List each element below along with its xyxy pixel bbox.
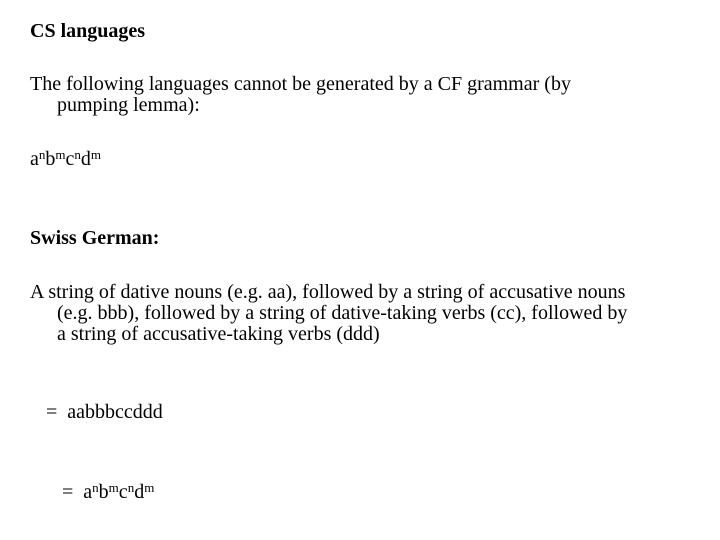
equals-sign: = bbox=[62, 481, 74, 503]
formula-base-a: a bbox=[83, 481, 93, 503]
formula-base-a: a bbox=[30, 148, 39, 170]
swiss-text-line-2: (e.g. bbb), followed by a string of dative-taking verbs (cc), followed by bbox=[57, 302, 628, 324]
formula-base-c: c bbox=[118, 481, 128, 503]
slide-title: CS languages bbox=[30, 20, 146, 42]
example-equation bbox=[46, 401, 163, 423]
formula-exponent-m: m bbox=[144, 480, 155, 496]
general-equation bbox=[62, 481, 154, 503]
formula-base-d: d bbox=[80, 148, 91, 170]
formula-base-b: b bbox=[98, 481, 109, 503]
intro-text-line-1: The following languages cannot be generated by a CF grammar (by bbox=[30, 73, 571, 95]
formula-exponent-m: m bbox=[90, 147, 102, 163]
language-formula bbox=[30, 148, 101, 170]
formula-exponent-m: m bbox=[55, 147, 66, 163]
formula-base-b: b bbox=[45, 148, 56, 170]
example-string: aabbbccddd bbox=[67, 401, 163, 423]
swiss-text-line-1: A string of dative nouns (e.g. aa), followed by a string of accusative nouns bbox=[30, 281, 626, 303]
formula-exponent-m: m bbox=[108, 480, 119, 496]
equals-sign: = bbox=[46, 401, 58, 423]
formula-exponent-n: n bbox=[127, 480, 135, 496]
formula-base-d: d bbox=[134, 481, 145, 503]
formula-base-c: c bbox=[65, 148, 75, 170]
intro-text-line-2: pumping lemma): bbox=[57, 94, 200, 116]
formula-exponent-n: n bbox=[92, 480, 99, 496]
swiss-text-line-3: a string of accusative-taking verbs (ddd) bbox=[57, 323, 380, 345]
formula-exponent-n: n bbox=[74, 147, 81, 163]
swiss-german-heading: Swiss German: bbox=[30, 227, 160, 249]
formula-exponent-n: n bbox=[38, 147, 46, 163]
